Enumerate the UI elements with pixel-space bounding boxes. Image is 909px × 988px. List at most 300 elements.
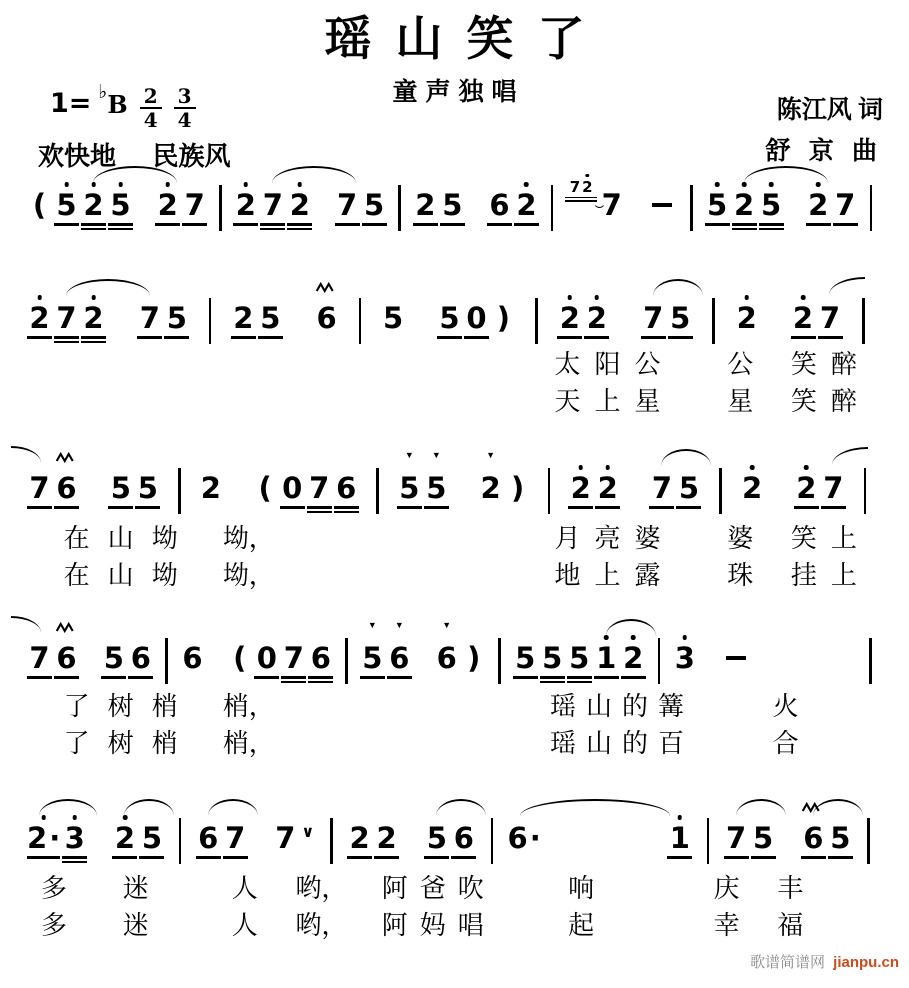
note-digit: 2·: [27, 821, 61, 855]
note-digit: 5: [442, 188, 463, 222]
note-cell: [314, 283, 339, 334]
octave-dot: [801, 295, 806, 300]
music-line-4: [0, 620, 909, 684]
note-cell: [112, 803, 137, 859]
beam-underline: [567, 676, 592, 678]
music-line-3: [0, 450, 909, 514]
beam-underline: [254, 676, 279, 678]
grace-digits: [565, 179, 597, 195]
note-digit: 5: [753, 821, 774, 855]
beam-underline: [54, 676, 79, 678]
slur-continuation-out: [832, 447, 868, 465]
note-cell: [672, 623, 697, 674]
note-cell: [233, 170, 258, 226]
note-digit: 3: [64, 821, 85, 855]
note-digit: 5: [706, 188, 728, 222]
note-cell: [599, 170, 624, 221]
lyric-text: 合: [772, 729, 799, 758]
beam-underline: [397, 506, 422, 508]
note-cell: [508, 803, 541, 854]
beam-underline: [280, 506, 305, 508]
beam-underline: [260, 223, 285, 225]
note-cell: [594, 623, 619, 679]
staccato-mark: ▼: [367, 620, 377, 630]
octave-dot: [524, 182, 529, 187]
note-digit: 5: [426, 471, 447, 505]
note-cell: [646, 170, 678, 221]
note-cell: [568, 453, 593, 509]
beam-underline: [281, 681, 306, 683]
time-signature-denominator: 4: [177, 108, 192, 132]
lyric-text: 多: [40, 874, 67, 903]
beam-underline: [54, 223, 79, 225]
barline-glyph: [712, 298, 715, 344]
barline-glyph: [535, 298, 538, 344]
note-digit: 6: [198, 821, 219, 855]
note-cell: [461, 623, 486, 674]
lyric-text: 星: [727, 387, 754, 416]
note-digit: ): [510, 471, 525, 505]
beam-underline: [794, 506, 819, 508]
beam-underline: [112, 856, 137, 858]
note-digit: 0: [282, 471, 303, 505]
slur-arc: [208, 799, 258, 816]
octave-dot: [595, 295, 600, 300]
beam-underline: [164, 336, 189, 338]
note-digit: 2: [516, 188, 537, 222]
note-digit: 7: [275, 821, 296, 855]
note-digit: 2: [733, 188, 755, 222]
note-digit: 5: [426, 821, 447, 855]
beam-underline: [54, 506, 79, 508]
dot-after: ·: [529, 821, 541, 855]
note-cell: [724, 803, 749, 859]
beam-underline: [833, 223, 858, 225]
barline-glyph: [719, 468, 722, 514]
lyric-text: 福: [777, 911, 804, 940]
note-digit: 2: [349, 821, 370, 855]
octave-dot: [586, 174, 589, 177]
note-digit: 2: [376, 821, 397, 855]
note-cell: [54, 453, 79, 509]
barline: [863, 170, 879, 231]
beam-underline: [514, 223, 539, 225]
note-digit: 7: [601, 188, 622, 222]
beam-underline: [231, 336, 256, 338]
note-digit: 1: [596, 641, 617, 675]
beam-underline: [62, 856, 87, 858]
note-digit: 2: [586, 301, 607, 335]
note-digit: 5: [137, 471, 158, 505]
note-digit: 7: [823, 471, 844, 505]
staccato-mark: ▼: [394, 620, 404, 630]
slur-arc: [520, 799, 670, 816]
note-cell: [491, 283, 516, 334]
note-digit: 2: [83, 188, 104, 222]
barline-glyph: [690, 185, 693, 231]
note-digit: 5: [383, 301, 404, 335]
lyric-text: 挂上: [790, 561, 871, 590]
beam-underline: [584, 336, 609, 338]
note-digit: 5: [363, 188, 385, 222]
note-digit: 7: [262, 188, 283, 222]
slur-arc: [39, 799, 97, 816]
note-digit: 2: [808, 188, 829, 222]
lyric-text: 人: [231, 874, 258, 903]
note-digit: 5: [399, 471, 420, 505]
slur-continuation-in: [11, 616, 41, 633]
beam-underline: [139, 856, 164, 858]
lyric-text: 在山坳: [63, 561, 196, 590]
note-digit: 2: [741, 471, 763, 505]
barline-glyph: [864, 468, 867, 514]
note-cell: [54, 170, 79, 226]
lyrics-line-3: [0, 524, 909, 602]
dot-after: ·: [49, 821, 61, 855]
slur-arc: [606, 619, 656, 636]
note-digit: 5: [678, 471, 700, 505]
note-digit: (: [233, 641, 247, 675]
note-digit: 2: [559, 301, 580, 335]
note-cell: [478, 450, 503, 505]
octave-dot: [804, 465, 809, 470]
barline: [697, 803, 718, 864]
beam-underline: [621, 676, 646, 678]
note-cell: [513, 623, 538, 679]
beam-underline: [724, 856, 749, 858]
lyric-text: 多: [40, 911, 67, 940]
dash-line: [726, 656, 746, 660]
beam-underline: [334, 506, 359, 508]
barline-glyph: [498, 638, 501, 684]
barline: [344, 283, 375, 344]
beam-underline: [62, 861, 87, 863]
note-digit: 2: [796, 471, 817, 505]
note-cell: [360, 620, 385, 679]
barline-glyph: [359, 298, 362, 344]
beam-underline: [182, 223, 207, 225]
beam-underline: [233, 223, 258, 225]
note-digit: 6: [336, 471, 357, 505]
style-word: 民族风: [152, 142, 231, 171]
note-cell: [584, 283, 609, 339]
note-digit: 7: [29, 471, 50, 505]
note-digit: 2: [570, 471, 591, 505]
watermark-site-name: 歌谱简谱网: [749, 954, 825, 971]
note-digit: 2: [623, 641, 644, 675]
note-cell: [27, 803, 60, 859]
time-signature-2: [174, 86, 196, 130]
beam-underline: [128, 676, 153, 678]
beam-underline: [108, 506, 133, 508]
beam-underline: [335, 223, 360, 225]
beam-underline: [27, 506, 52, 508]
barline-glyph: [548, 468, 551, 514]
beam-underline: [732, 223, 757, 225]
note-digit: 2: [233, 301, 254, 335]
dash-note: [720, 643, 752, 674]
lyric-text: 起: [568, 911, 595, 940]
music-line-5: [0, 803, 909, 864]
beam-underline: [308, 681, 333, 683]
beam-underline: [818, 336, 843, 338]
beam-underline: [308, 676, 333, 678]
note-cell: [818, 283, 843, 339]
slur-arc: [66, 279, 150, 296]
slur-arc: [272, 166, 356, 183]
lyrics-line-4: [0, 692, 909, 770]
beam-underline: [101, 676, 126, 678]
note-cell: [434, 620, 459, 675]
barline: [544, 170, 560, 231]
barline-glyph: [867, 818, 870, 864]
note-digit: 2: [29, 301, 50, 335]
note-digit: 6: [182, 641, 203, 675]
slur-continuation-out: [829, 277, 865, 295]
note-cell: [505, 453, 530, 504]
note-cell: [424, 450, 449, 509]
note-digit: 7: [651, 471, 673, 505]
beam-underline: [424, 856, 449, 858]
beam-underline: [705, 223, 730, 225]
note-digit: 7: [309, 471, 330, 505]
note-digit: 2: [597, 471, 618, 505]
dash-note: [646, 190, 678, 221]
barline-glyph: [209, 298, 212, 344]
note-cell: [514, 170, 539, 226]
note-digit: 5: [141, 821, 162, 855]
beam-underline: [791, 336, 816, 338]
octave-dot: [568, 295, 573, 300]
note-digit: 5: [542, 641, 563, 675]
lyric-text: 笑醉: [790, 350, 871, 379]
octave-dot: [683, 635, 688, 640]
credits: [765, 90, 883, 172]
lyric-text: 瑶山的百: [549, 729, 694, 758]
lyric-text: 月亮婆: [554, 524, 675, 553]
note-digit: 6: [803, 821, 824, 855]
beam-underline: [287, 228, 312, 230]
note-cell: [27, 170, 52, 221]
note-digit: 5: [439, 301, 460, 335]
time-signature-numerator: 2: [140, 86, 162, 109]
beam-underline: [424, 506, 449, 508]
slur-arc: [661, 449, 711, 466]
note-cell: [732, 170, 757, 230]
note-cell: [253, 453, 278, 504]
music-line-1: [0, 170, 909, 231]
note-cell: [108, 453, 133, 509]
note-cell: [180, 623, 205, 674]
beam-underline: [413, 223, 438, 225]
flat-icon: ♭: [98, 81, 108, 103]
beam-underline: [81, 228, 106, 230]
beam-underline: [334, 511, 359, 513]
subtitle-performance-type: 童声独唱: [392, 79, 525, 106]
note-cell: [308, 623, 333, 683]
lyric-text: 坳，: [222, 524, 275, 553]
beam-underline: [594, 676, 619, 678]
note-cell: [667, 803, 692, 859]
note-cell: [540, 623, 565, 683]
note-digit: 2: [415, 188, 436, 222]
slur-arc: [124, 799, 174, 816]
beam-underline: [281, 676, 306, 678]
beam-underline: [451, 856, 476, 858]
barline-glyph: [345, 638, 348, 684]
note-cell: [231, 283, 256, 339]
note-digit: 3: [674, 641, 695, 675]
note-digit: 2: [200, 471, 221, 505]
beam-underline: [667, 856, 692, 858]
note-cell: [381, 283, 406, 334]
beam-underline: [287, 223, 312, 225]
lyric-text: 梢，: [222, 729, 275, 758]
note-cell: [387, 620, 412, 679]
lyric-text: 阿爸吹: [381, 874, 496, 903]
note-cell: [260, 170, 285, 230]
lyric-text: 阿妈唱: [381, 911, 496, 940]
mordent-icon: [55, 452, 74, 463]
barline: [321, 803, 342, 864]
beam-underline: [557, 336, 582, 338]
barline-glyph: [551, 185, 554, 231]
note-digit: 5: [103, 641, 124, 675]
note-digit: 6: [316, 301, 337, 335]
beam-underline: [568, 506, 593, 508]
barline: [491, 623, 508, 684]
lyric-text: 人: [231, 911, 258, 940]
page-title: 瑶山笑了: [324, 14, 609, 66]
note-cell: [595, 453, 620, 509]
beam-underline: [27, 676, 52, 678]
note-digit: 7: [225, 821, 246, 855]
barline-glyph: [330, 818, 333, 864]
note-cell: [464, 283, 489, 339]
note-digit: (: [258, 471, 272, 505]
octave-dot: [605, 465, 610, 470]
note-cell: [135, 453, 160, 509]
beam-underline: [513, 676, 538, 678]
beam-underline: [676, 506, 701, 508]
note-digit: 2: [792, 301, 814, 335]
barline-glyph: [398, 185, 401, 231]
beam-underline: [81, 336, 106, 338]
octave-dot: [744, 295, 749, 300]
note-digit: ∨: [301, 822, 315, 841]
lyric-text: 珠: [727, 561, 754, 590]
beam-underline: [487, 223, 512, 225]
barline: [338, 623, 355, 684]
beam-underline: [806, 223, 831, 225]
beam-underline: [54, 341, 79, 343]
note-cell: [437, 283, 462, 339]
beam-underline: [360, 676, 385, 678]
lyric-text: 在山坳: [63, 524, 196, 553]
beam-underline: [595, 506, 620, 508]
note-cell: [734, 283, 759, 334]
note-digit: ): [496, 301, 511, 335]
beam-underline: [801, 856, 826, 858]
note-digit: 2: [289, 188, 310, 222]
note-digit: 6: [56, 471, 77, 505]
note-cell: [258, 283, 283, 339]
beam-underline: [54, 336, 79, 338]
lyric-text: 梢，: [222, 692, 275, 721]
barline: [862, 623, 879, 684]
octave-dot: [715, 182, 720, 187]
beam-underline: [821, 506, 846, 508]
beam-underline: [362, 223, 387, 225]
barline: [706, 453, 734, 514]
beam-underline: [437, 336, 462, 338]
note-cell: [196, 803, 221, 859]
barline: [212, 170, 228, 231]
beam-underline: [464, 336, 489, 338]
slur-arc: [653, 279, 703, 296]
barline-glyph: [707, 818, 710, 864]
beam-underline: [759, 228, 784, 230]
note-cell: [705, 170, 730, 226]
barline-glyph: [376, 468, 379, 514]
barline: [194, 283, 225, 344]
beam-underline: [81, 223, 106, 225]
note-cell: [740, 453, 765, 504]
beam-underline: [668, 336, 693, 338]
note-digit: 1: [669, 821, 690, 855]
note-digit: 7: [835, 188, 856, 222]
note-cell: [54, 623, 79, 679]
grace-note: [565, 170, 597, 202]
time-signature-1: [140, 86, 162, 130]
octave-dot: [578, 465, 583, 470]
note-cell: [413, 170, 438, 226]
note-cell: [300, 803, 316, 854]
note-digit: 6: [130, 641, 151, 675]
beam-underline: [135, 506, 160, 508]
barline: [364, 453, 392, 514]
lyric-text: 幸: [713, 911, 740, 940]
slur-arc: [736, 799, 786, 816]
beam-underline: [155, 223, 180, 225]
slur-continuation-in: [11, 446, 41, 463]
lyric-text: 瑶山的篝: [549, 692, 694, 721]
note-digit: (: [32, 188, 47, 222]
note-cell: [791, 283, 816, 339]
note-cell: [567, 623, 592, 683]
note-cell: [101, 623, 126, 679]
note-digit: 5: [110, 471, 131, 505]
note-digit: 5: [166, 301, 187, 335]
staccato-mark: ▼: [404, 450, 414, 460]
barline-glyph: [165, 638, 168, 684]
note-digit: 6: [436, 641, 457, 675]
lyric-text: 了树梢: [63, 692, 196, 721]
octave-dot: [244, 182, 249, 187]
barline-glyph: [178, 468, 181, 514]
beam-underline: [307, 506, 332, 508]
key-letter: B: [107, 90, 128, 119]
note-digit: 6: [310, 641, 331, 675]
note-cell: [128, 623, 153, 679]
note-digit: 6: [489, 188, 510, 222]
beam-underline: [567, 681, 592, 683]
key-signature: [50, 81, 196, 132]
beam-underline: [196, 856, 221, 858]
mordent-icon: [315, 282, 334, 293]
note-digit: 7: [726, 821, 747, 855]
note-cell: [54, 283, 79, 343]
